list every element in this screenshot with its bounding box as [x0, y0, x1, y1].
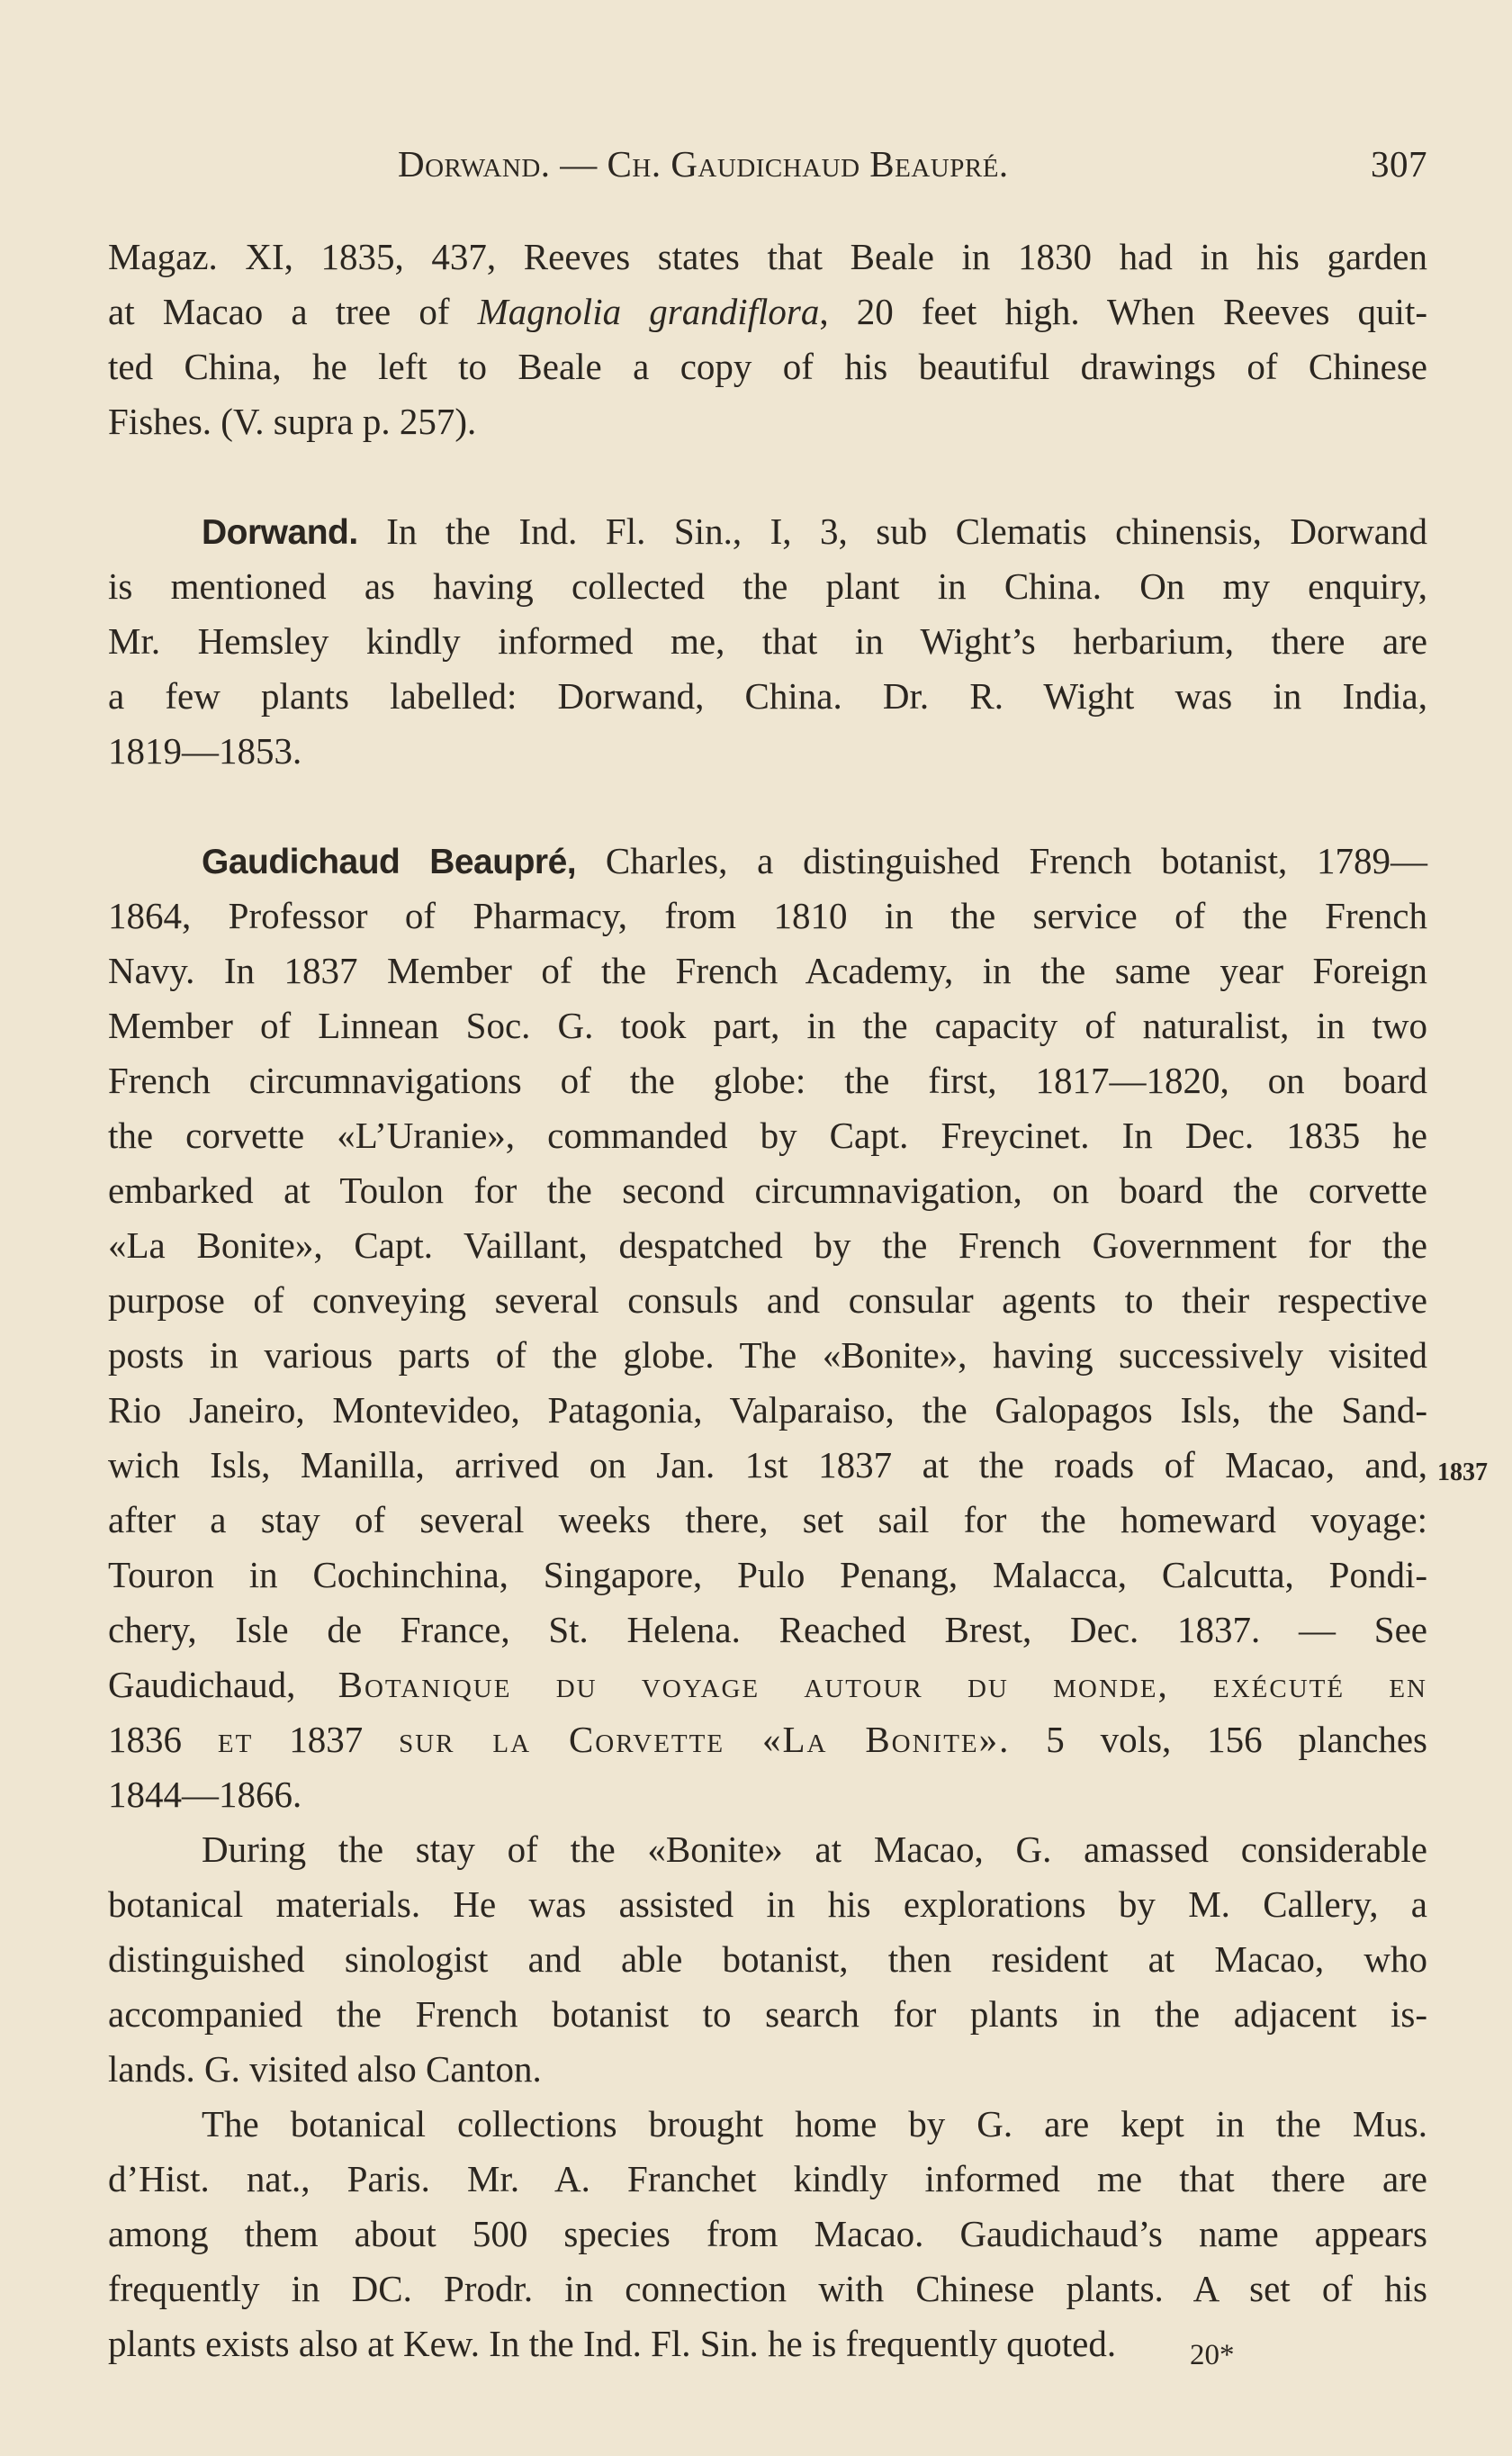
- text-line: chery, Isle de France, St. Helena. Reached Brest, Dec. 1837. — See: [108, 1609, 1427, 1650]
- text-span: at Macao a tree of: [108, 291, 450, 332]
- entry-first-line: [108, 504, 1427, 559]
- text-line: [108, 1712, 1427, 1767]
- text-line: [108, 1657, 1427, 1712]
- text-line: Magaz. XI, 1835, 437, Reeves states that Beale in 1830 had in his garden: [108, 236, 1427, 277]
- paragraph-gap: [108, 779, 1427, 834]
- text-span: , 20 feet high. When Reeves quit-: [819, 291, 1427, 332]
- text-line: Mr. Hemsley kindly informed me, that in Wight’s herbarium, there are: [108, 620, 1427, 662]
- text-line: lands. G. visited also Canton.: [108, 2048, 542, 2090]
- running-head-title: Dorwand. — Ch. Gaudichaud Beaupré.: [398, 143, 1009, 185]
- text-line: among them about 500 species from Macao. Gaudichaud’s name appears: [108, 2213, 1427, 2254]
- text-span: 1836: [108, 1719, 182, 1760]
- text-line: a few plants labelled: Dorwand, China. Dr. R. Wight was in India,: [108, 675, 1427, 717]
- text-line: is mentioned as having collected the plant in China. On my enquiry,: [108, 565, 1427, 607]
- entry-heading-dorwand: Dorwand.: [202, 513, 358, 552]
- text-line: 1844—1866.: [108, 1774, 302, 1815]
- text-line: d’Hist. nat., Paris. Mr. A. Franchet kindly informed me that there are: [108, 2158, 1427, 2199]
- entry-first-line: [108, 834, 1427, 889]
- text-span: 1837: [289, 1719, 364, 1760]
- text-line: embarked at Toulon for the second circumnavigation, on board the corvette: [108, 1169, 1427, 1211]
- text-line: accompanied the French botanist to search for plants in the adjacent is-: [108, 1993, 1427, 2035]
- work-title-smallcaps: sur la Corvette «La Bonite».: [399, 1719, 1011, 1760]
- text-span: Gaudichaud,: [108, 1664, 296, 1705]
- paragraph-gap: [108, 449, 1427, 504]
- text-line: French circumnavigations of the globe: the first, 1817—1820, on board: [108, 1060, 1427, 1101]
- text-line: botanical materials. He was assisted in his explorations by M. Callery, a: [108, 1883, 1427, 1925]
- text-span: 5 vols, 156 planches: [1046, 1719, 1427, 1760]
- entry-heading-gaudichaud: Gaudichaud Beaupré,: [202, 843, 577, 881]
- text-line: «La Bonite», Capt. Vaillant, despatched by the French Government for the: [108, 1224, 1427, 1266]
- text-line: distinguished sinologist and able botanist, then resident at Macao, who: [108, 1938, 1427, 1980]
- text-line: 1819—1853.: [108, 730, 302, 772]
- text-span: Charles, a distinguished French botanist, 1789—: [576, 840, 1427, 881]
- text-line: wich Isls, Manilla, arrived on Jan. 1st 1837 at the roads of Macao, and,: [108, 1444, 1427, 1485]
- text-line: Navy. In 1837 Member of the French Academy, in the same year Foreign: [108, 950, 1427, 991]
- work-title-smallcaps: Botanique du voyage autour du monde, exécuté en: [338, 1664, 1428, 1705]
- text-line: During the stay of the «Bonite» at Macao, G. amassed considerable: [202, 1828, 1427, 1870]
- text-line: frequently in DC. Prodr. in connection with Chinese plants. A set of his: [108, 2268, 1427, 2309]
- text-line: Fishes. (V. supra p. 257).: [108, 401, 477, 442]
- work-title-smallcaps: et: [217, 1719, 254, 1760]
- body-text: [108, 230, 1427, 2371]
- text-line: Member of Linnean Soc. G. took part, in the capacity of naturalist, in two: [108, 1005, 1427, 1046]
- page-number: 307: [1371, 143, 1427, 185]
- text-line: Rio Janeiro, Montevideo, Patagonia, Valparaiso, the Galopagos Isls, the Sand-: [108, 1389, 1427, 1431]
- text-line: The botanical collections brought home by G. are kept in the Mus.: [202, 2103, 1427, 2144]
- text-line: plants exists also at Kew. In the Ind. Fl. Sin. he is frequently quoted.: [108, 2323, 1117, 2364]
- text-line: [108, 284, 1427, 339]
- species-name-italic: Magnolia grandiflora: [477, 291, 820, 332]
- text-line: ted China, he left to Beale a copy of his beautiful drawings of Chinese: [108, 346, 1427, 387]
- text-line: Touron in Cochinchina, Singapore, Pulo Penang, Malacca, Calcutta, Pondi-: [108, 1554, 1427, 1595]
- text-line: posts in various parts of the globe. The «Bonite», having successively visited: [108, 1334, 1427, 1376]
- text-line: the corvette «L’Uranie», commanded by Capt. Freycinet. In Dec. 1835 he: [108, 1115, 1427, 1156]
- margin-year-note: 1837: [1437, 1458, 1488, 1486]
- text-line: 1864, Professor of Pharmacy, from 1810 in the service of the French: [108, 895, 1427, 936]
- text-line: after a stay of several weeks there, set sail for the homeward voyage:: [108, 1499, 1427, 1540]
- text-line: purpose of conveying several consuls and consular agents to their respective: [108, 1279, 1427, 1321]
- text-span: In the Ind. Fl. Sin., I, 3, sub Clematis chinensis, Dorwand: [357, 510, 1427, 552]
- signature-mark: 20*: [1190, 2339, 1235, 2371]
